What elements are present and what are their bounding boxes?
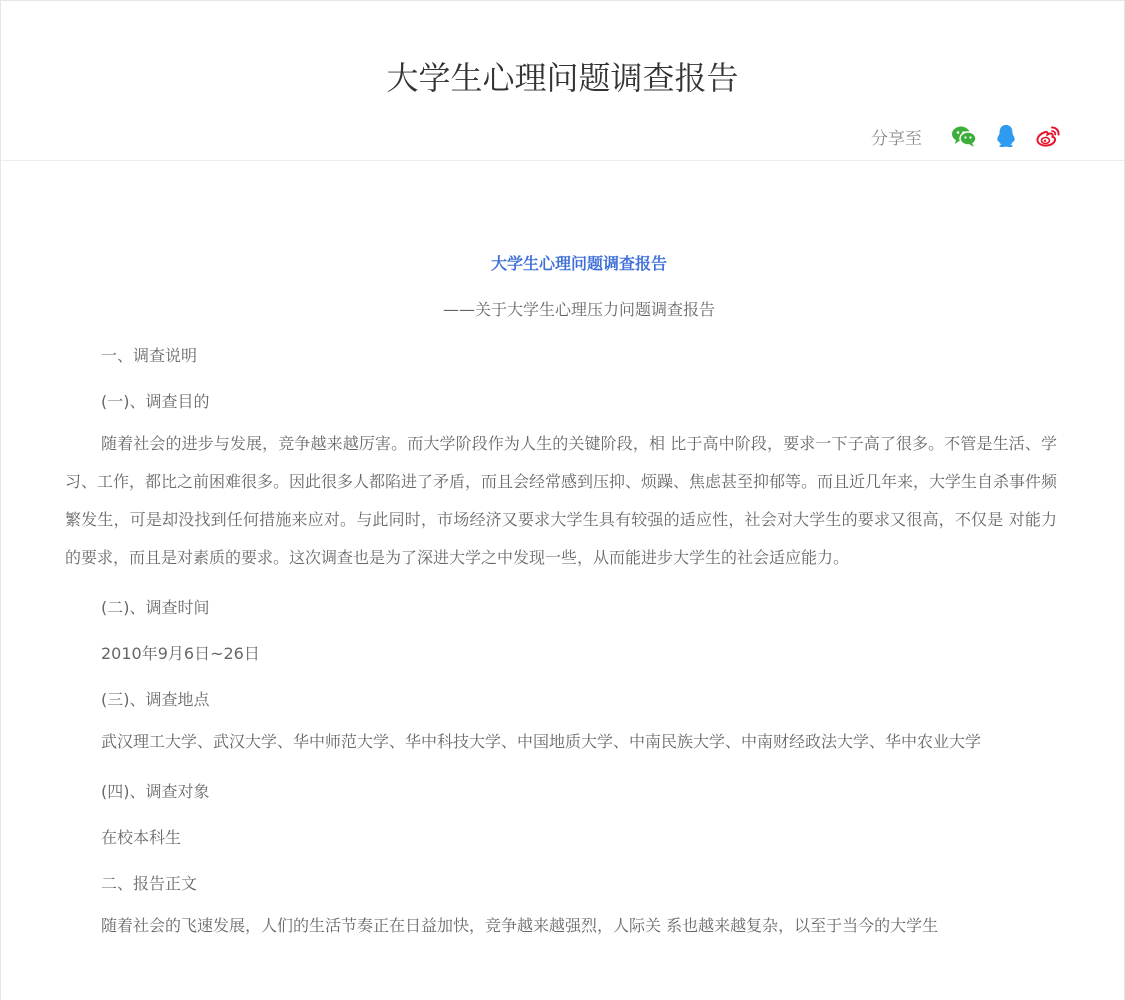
body-paragraph: 2010年9月6日~26日	[101, 644, 260, 663]
section-heading: 二、报告正文	[101, 874, 198, 893]
article-title: 大学生心理问题调查报告	[490, 254, 667, 273]
body-paragraph: 随着社会的飞速发展，人们的生活节奏正在日益加快，竞争越来越强烈，人际关 系也越来越复杂，以至于当今的大学生	[101, 916, 939, 935]
body-paragraph: 在校本科生	[101, 828, 182, 847]
wechat-icon[interactable]	[950, 122, 978, 150]
subsection-heading: (一)、调查目的	[101, 392, 210, 411]
subsection-heading: (三)、调查地点	[101, 690, 210, 709]
section-heading: 一、调查说明	[101, 346, 198, 365]
body-paragraph: 武汉理工大学、武汉大学、华中师范大学、华中科技大学、中国地质大学、中南民族大学、中南财经政法大学、华中农业大学	[101, 732, 982, 751]
body-paragraph: 随着社会的进步与发展，竞争越来越厉害。而大学阶段作为人生的关键阶段，相 比于高中阶段，要求一下子高了很多。不管是生活、学习、工作，都比之前困难很多。因此很多人都陷进了矛盾，而且会经常感到压抑、烦躁、焦虑甚至抑郁等。而且近几年来，大学生自杀事件频繁发生，可是却没找到任何措施来应对。与此同时，市场经济又要求大学生具有较强的适应性，社会对大学生的要求又很高，不仅是 对能力的要求，而且是对素质的要求。这次调查也是为了深进大学之中发现一些，从而能进步大学生的社会适应能力。	[65, 434, 1058, 567]
qq-icon[interactable]	[992, 122, 1020, 150]
article-subtitle: ——关于大学生心理压力问题调查报告	[442, 300, 715, 319]
subsection-heading: (四)、调查对象	[101, 782, 210, 801]
share-label: 分享至	[871, 128, 922, 149]
page-title: 大学生心理问题调查报告	[386, 59, 739, 97]
article-body	[65, 241, 1057, 953]
weibo-icon[interactable]	[1034, 122, 1062, 150]
share-bar	[871, 122, 1062, 150]
page-header	[1, 1, 1124, 161]
subsection-heading: (二)、调查时间	[101, 598, 210, 617]
